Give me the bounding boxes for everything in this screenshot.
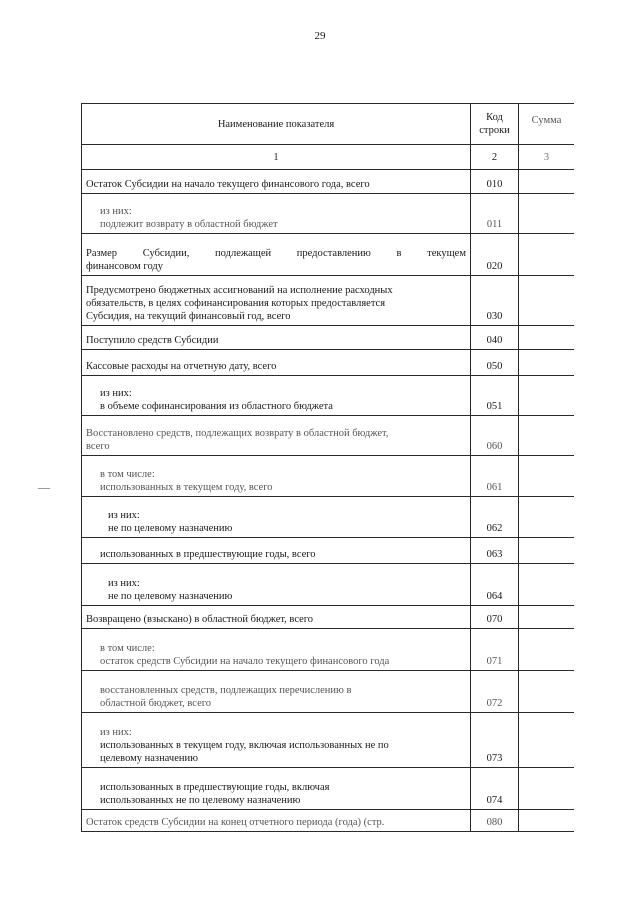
header-amount: Сумма — [531, 115, 562, 126]
row-code: 011 — [471, 194, 519, 233]
row-amount[interactable] — [519, 276, 574, 325]
table-row — [82, 350, 574, 376]
row-code: 060 — [471, 416, 519, 455]
row-label: использованных в предшествующие годы, включая использованных не по целевому назначению — [82, 768, 471, 809]
row-label: Предусмотрено бюджетных ассигнований на исполнение расходных обязательств, в целях софинансирования которых предоставляется Субсидия, на текущий финансовый год, всего — [82, 276, 471, 325]
row-amount[interactable] — [519, 456, 574, 496]
row-label: Остаток Субсидии на начало текущего финансового года, всего — [82, 170, 471, 193]
table-row — [82, 194, 574, 234]
column-numbering-row — [82, 145, 574, 170]
table-header-row — [82, 104, 574, 145]
row-code: 061 — [471, 456, 519, 496]
row-amount[interactable] — [519, 170, 574, 193]
table-row — [82, 376, 574, 416]
table-row — [82, 564, 574, 606]
row-label: из них: подлежит возврату в областной бюджет — [82, 194, 471, 233]
row-code: 050 — [471, 350, 519, 375]
row-code: 071 — [471, 629, 519, 670]
row-code: 064 — [471, 564, 519, 605]
row-label: использованных в предшествующие годы, всего — [82, 538, 471, 563]
row-label: Остаток средств Субсидии на конец отчетного периода (года) (стр. — [82, 810, 471, 831]
row-amount[interactable] — [519, 606, 574, 628]
row-code: 072 — [471, 671, 519, 712]
table-row — [82, 810, 574, 832]
row-label: из них: не по целевому назначению — [82, 564, 471, 605]
table-row — [82, 234, 574, 276]
table-row — [82, 276, 574, 326]
row-label: из них: не по целевому назначению — [82, 497, 471, 537]
column-number-3: 3 — [543, 151, 550, 163]
row-code: 051 — [471, 376, 519, 415]
row-code: 080 — [471, 810, 519, 831]
header-line-code: Код строки — [471, 104, 519, 144]
table-row — [82, 606, 574, 629]
row-label: Восстановлено средств, подлежащих возврату в областной бюджет, всего — [82, 416, 471, 455]
row-code: 020 — [471, 234, 519, 275]
row-amount[interactable] — [519, 671, 574, 712]
row-label: Размер Субсидии, подлежащей предоставлению в текущем финансовом году — [82, 234, 471, 275]
row-label: Поступило средств Субсидии — [82, 326, 471, 349]
row-label: в том числе: остаток средств Субсидии на начало текущего финансового года — [82, 629, 471, 670]
row-label: в том числе: использованных в текущем году, всего — [82, 456, 471, 496]
table-row — [82, 538, 574, 564]
row-amount[interactable] — [519, 497, 574, 537]
row-amount[interactable] — [519, 768, 574, 809]
row-amount[interactable] — [519, 234, 574, 275]
row-code: 040 — [471, 326, 519, 349]
row-code: 074 — [471, 768, 519, 809]
row-amount[interactable] — [519, 350, 574, 375]
margin-mark — [38, 488, 50, 489]
row-code: 030 — [471, 276, 519, 325]
row-amount[interactable] — [519, 564, 574, 605]
row-code: 062 — [471, 497, 519, 537]
row-amount[interactable] — [519, 810, 574, 831]
table-row — [82, 671, 574, 713]
row-label: из них: использованных в текущем году, включая использованных не по целевому назначению — [82, 713, 471, 767]
row-code: 073 — [471, 713, 519, 767]
row-amount[interactable] — [519, 713, 574, 767]
page-number: 29 — [314, 30, 326, 42]
row-code: 063 — [471, 538, 519, 563]
row-amount[interactable] — [519, 194, 574, 233]
table-row — [82, 713, 574, 768]
table-row — [82, 456, 574, 497]
column-number-2: 2 — [471, 145, 519, 169]
header-indicator-name: Наименование показателя — [82, 104, 471, 144]
column-number-1: 1 — [82, 145, 471, 169]
row-amount[interactable] — [519, 326, 574, 349]
table-row — [82, 768, 574, 810]
row-amount[interactable] — [519, 416, 574, 455]
row-code: 010 — [471, 170, 519, 193]
subsidy-report-table — [81, 103, 574, 832]
row-amount[interactable] — [519, 629, 574, 670]
row-label: восстановленных средств, подлежащих перечислению в областной бюджет, всего — [82, 671, 471, 712]
table-row — [82, 497, 574, 538]
table-row — [82, 629, 574, 671]
row-amount[interactable] — [519, 538, 574, 563]
row-label: из них: в объеме софинансирования из областного бюджета — [82, 376, 471, 415]
row-label: Кассовые расходы на отчетную дату, всего — [82, 350, 471, 375]
table-row — [82, 170, 574, 194]
table-row — [82, 416, 574, 456]
table-row — [82, 326, 574, 350]
row-code: 070 — [471, 606, 519, 628]
row-label: Возвращено (взыскано) в областной бюджет, всего — [82, 606, 471, 628]
row-amount[interactable] — [519, 376, 574, 415]
